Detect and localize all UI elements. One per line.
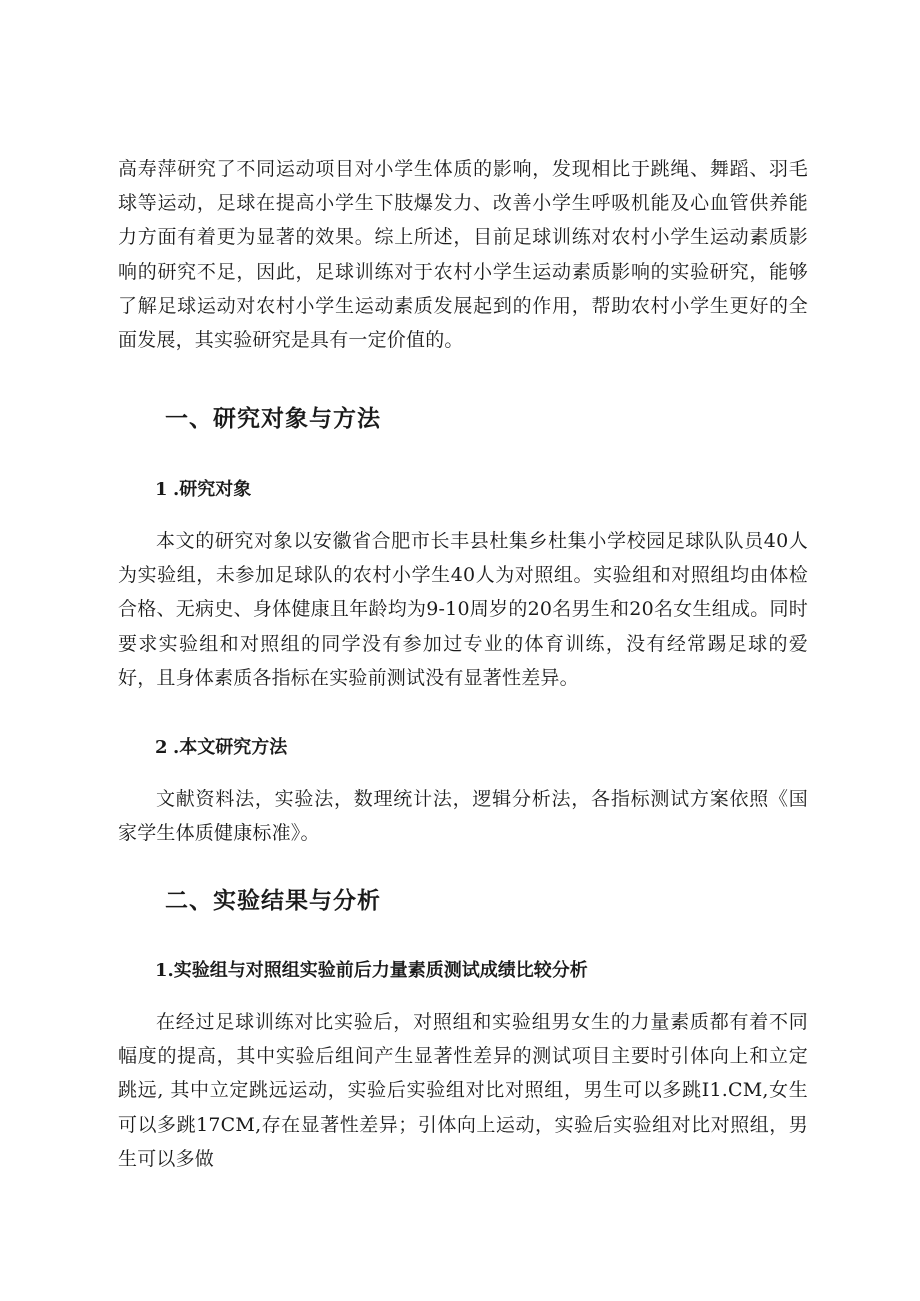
paragraph-analysis: 在经过足球训练对比实验后，对照组和实验组男女生的力量素质都有着不同幅度的提高，其中实验后组间产生显著性差异的测试项目主要时引体向上和立定跳远, 其中立定跳远运动，实验后实验组对比对照组，男生可以多跳I1.CM,女生可以多跳17CM,存在显著性差异；引体向上运动，实验后实验组对比对照组，男生可以多做: [118, 1011, 808, 1170]
section-heading-2: 二、实验结果与分析: [165, 887, 381, 914]
subheading-text: .研究对象: [173, 479, 252, 500]
subheading-research-methods: [155, 735, 287, 761]
section-heading-1: 一、研究对象与方法: [165, 405, 381, 432]
subheading-strength-comparison: 1.实验组与对照组实验前后力量素质测试成绩比较分析: [155, 960, 588, 981]
subheading-number: 1: [155, 479, 168, 500]
subheading-text: .本文研究方法: [173, 737, 288, 758]
subheading-research-subjects: [155, 477, 251, 503]
paragraph-intro: 高寿萍研究了不同运动项目对小学生体质的影响，发现相比于跳绳、舞蹈、羽毛球等运动，足球在提高小学生下肢爆发力、改善小学生呼吸机能及心血管供养能力方面有着更为显著的效果。综上所述，目前足球训练对农村小学生运动素质影响的研究不足，因此，足球训练对于农村小学生运动素质影响的实验研究，能够了解足球运动对农村小学生运动素质发展起到的作用，帮助农村小学生更好的全面发展，其实验研究是具有一定价值的。: [118, 158, 808, 352]
paragraph-subjects: 本文的研究对象以安徽省合肥市长丰县杜集乡杜集小学校园足球队队员40人为实验组，未参加足球队的农村小学生40人为对照组。实验组和对照组均由体检合格、无病史、身体健康且年龄均为9-10周岁的20名男生和20名女生组成。同时要求实验组和对照组的同学没有参加过专业的体育训练，没有经常踢足球的爱好，且身体素质各指标在实验前测试没有显著性差异。: [118, 530, 808, 689]
subheading-number: 2: [155, 737, 168, 758]
paragraph-methods: 文献资料法，实验法，数理统计法，逻辑分析法，各指标测试方案依照《国家学生体质健康标准》。: [118, 788, 808, 845]
